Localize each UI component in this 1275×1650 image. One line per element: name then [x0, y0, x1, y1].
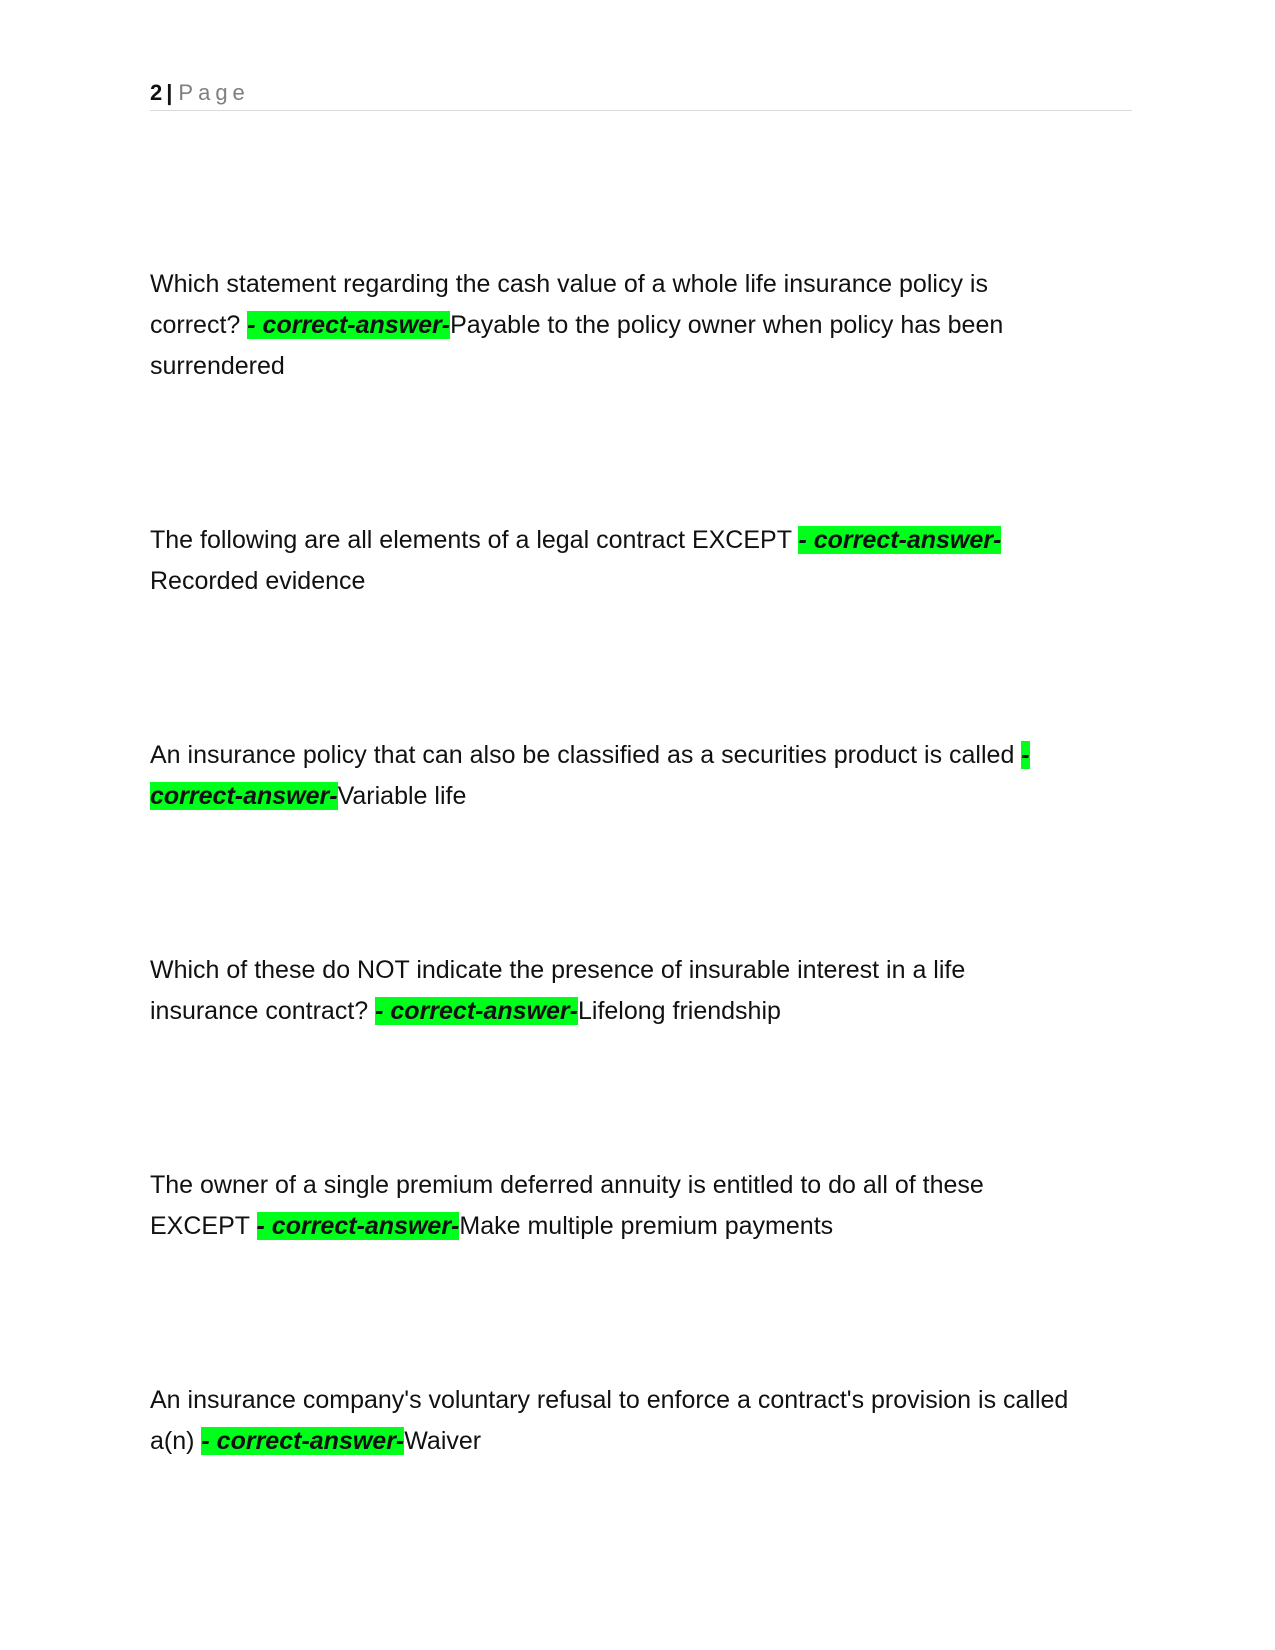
question-text: The following are all elements of a legal contract EXCEPT: [150, 526, 799, 554]
answer-text: Variable life: [337, 782, 467, 810]
answer-text: Make multiple premium payments: [459, 1212, 834, 1240]
question-block: [150, 264, 1080, 387]
page-number: 2: [150, 80, 163, 105]
question-text: An insurance company's voluntary refusal to enforce a contract's provision is called a(n): [150, 1386, 1069, 1455]
question-block: [150, 950, 1080, 1032]
correct-answer-marker: - correct-answer-: [150, 741, 1030, 810]
answer-text: Lifelong friendship: [577, 997, 781, 1025]
question-block: [150, 735, 1080, 817]
question-block: [150, 520, 1080, 602]
correct-answer-marker: - correct-answer-: [798, 526, 1002, 554]
question-text: Which of these do NOT indicate the presence of insurable interest in a life insurance contract?: [150, 956, 966, 1025]
question-block: [150, 1165, 1080, 1247]
question-block: [150, 1380, 1080, 1462]
page-label: Page: [178, 80, 250, 105]
correct-answer-marker: - correct-answer-: [201, 1427, 405, 1455]
question-text: Which statement regarding the cash value of a whole life insurance policy is correct?: [150, 270, 988, 339]
correct-answer-marker: - correct-answer-: [256, 1212, 460, 1240]
correct-answer-marker: - correct-answer-: [247, 311, 451, 339]
page-header: [150, 76, 1132, 111]
question-text: An insurance policy that can also be classified as a securities product is called: [150, 741, 1022, 769]
answer-text: Payable to the policy owner when policy has been surrendered: [150, 311, 1004, 380]
correct-answer-marker: - correct-answer-: [375, 997, 578, 1025]
answer-text: Recorded evidence: [150, 567, 366, 595]
answer-text: Waiver: [404, 1427, 482, 1455]
page-separator: |: [166, 80, 173, 105]
question-text: The owner of a single premium deferred annuity is entitled to do all of these EXCEPT: [150, 1171, 984, 1240]
